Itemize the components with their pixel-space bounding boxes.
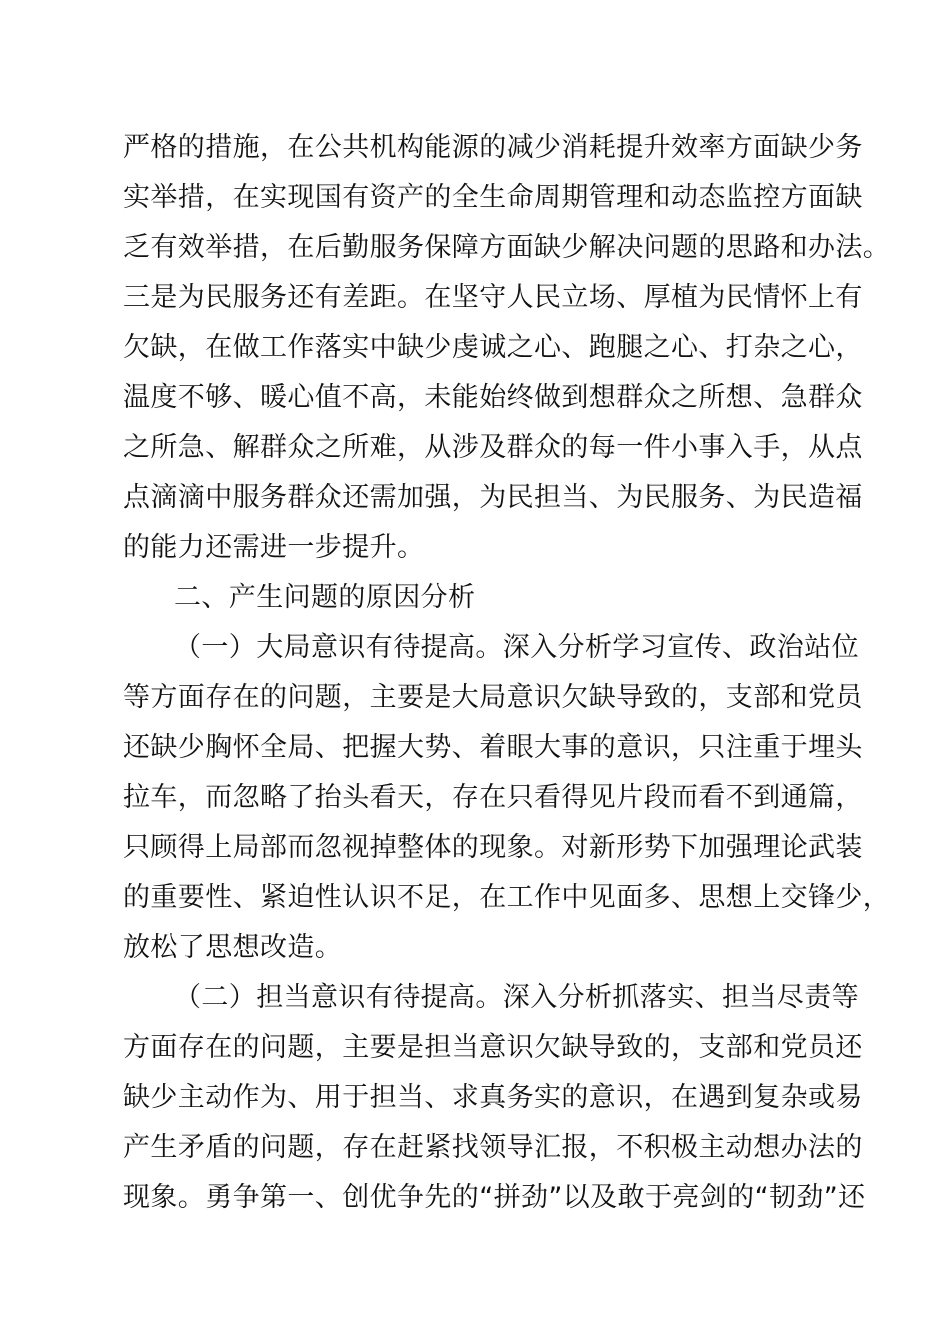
body-text-line: 只顾得上局部而忽视掉整体的现象。对新形势下加强理论武装: [123, 832, 863, 863]
body-text-line: 现象。勇争第一、创优争先的“拼劲”以及敢于亮剑的“韧劲”还: [123, 1182, 866, 1213]
body-text-line: 等方面存在的问题，主要是大局意识欠缺导致的，支部和党员: [123, 682, 863, 713]
body-text-line: 严格的措施，在公共机构能源的减少消耗提升效率方面缺少务: [123, 132, 863, 163]
body-text-line: 还缺少胸怀全局、把握大势、着眼大事的意识，只注重于埋头: [123, 732, 863, 763]
body-text-line: 三是为民服务还有差距。在坚守人民立场、厚植为民情怀上有: [123, 282, 863, 313]
subsection-heading: （一）大局意识有待提高。深入分析学习宣传、政治站位: [174, 632, 859, 663]
body-text-line: 乏有效举措，在后勤服务保障方面缺少解决问题的思路和办法。: [123, 232, 891, 263]
body-text-line: 温度不够、暖心值不高，未能始终做到想群众之所想、急群众: [123, 382, 863, 413]
body-text-line: 实举措，在实现国有资产的全生命周期管理和动态监控方面缺: [123, 182, 863, 213]
body-text-line: 方面存在的问题，主要是担当意识欠缺导致的，支部和党员还: [123, 1032, 863, 1063]
body-text-line: 的能力还需进一步提升。: [123, 532, 425, 563]
section-heading: 二、产生问题的原因分析: [174, 582, 476, 613]
subsection-heading: （二）担当意识有待提高。深入分析抓落实、担当尽责等: [174, 982, 859, 1013]
body-text-line: 之所急、解群众之所难，从涉及群众的每一件小事入手，从点: [123, 432, 863, 463]
body-text-line: 拉车，而忽略了抬头看天，存在只看得见片段而看不到通篇，: [123, 782, 863, 813]
body-text-line: 缺少主动作为、用于担当、求真务实的意识，在遇到复杂或易: [123, 1082, 863, 1113]
body-text-line: 放松了思想改造。: [123, 932, 343, 963]
body-text-line: 点滴滴中服务群众还需加强，为民担当、为民服务、为民造福: [123, 482, 863, 513]
body-text-line: 欠缺，在做工作落实中缺少虔诚之心、跑腿之心、打杂之心，: [123, 332, 863, 363]
body-text-line: 产生矛盾的问题，存在赶紧找领导汇报，不积极主动想办法的: [123, 1132, 863, 1163]
body-text-line: 的重要性、紧迫性认识不足，在工作中见面多、思想上交锋少，: [123, 882, 891, 913]
